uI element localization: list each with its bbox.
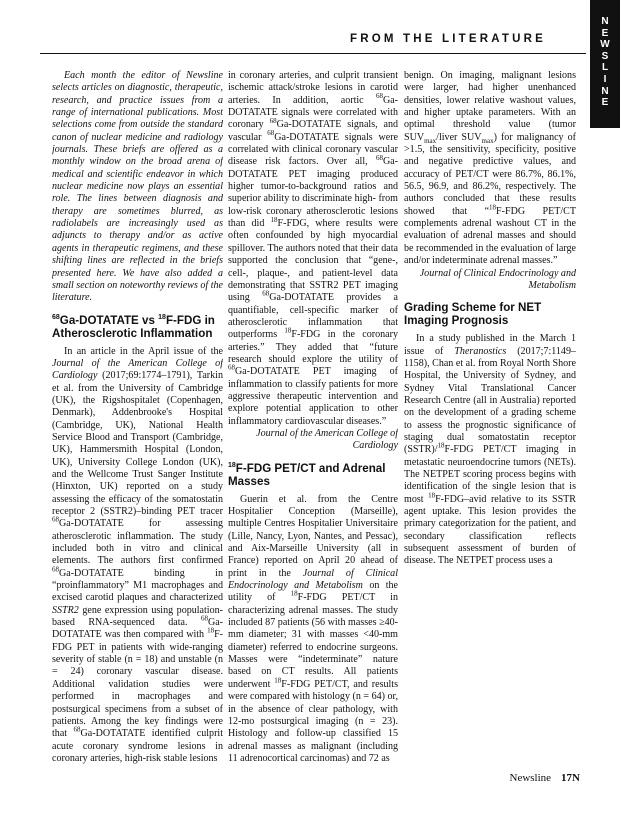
article-1-citation: Journal of the American College of Cardiology <box>256 427 398 452</box>
article-3-body: In a study published in the March 1 issue of Theranostics (2017;7:1149–1158), Chan et al. from Royal North Shore Hospital, the University of Sydney, and Sydney Vital Translational Cancer Research Centre (all in Australia) reported on the development of a grading scheme to assess the prognostic significance of staging dual somatostatin receptor (SSTR)/$^{18}$F-FDG PET/CT imaging in metastatic neuroendocrine tumors (NETs). The NETPET scoring process begins with identification of the single lesion that is most $^{18}$F-FDG–avid relative to its SSTR agent uptake. This lesion provides the primary categorization for the patient, and secondary classification reflects subsequent assessment of burden of disease. The NETPET process uses a <box>404 333 576 567</box>
article-3-title: Grading Scheme for NET Imaging Prognosis <box>404 301 542 328</box>
header-rule <box>40 53 586 54</box>
column-2 <box>228 70 398 770</box>
intro-paragraph: Each month the editor of Newsline selects articles on diagnostic, therapeutic, research, and practice issues from a range of international publications. Most selections come from outside the standard canon of nuclear medicine and radiology journals. These briefs are offered as a monthly window on the broad arena of medical and scientific endeavor in which nuclear medicine now plays an essential role. The lines between diagnosis and therapy are sometimes blurred, as radiolabels are increasingly used as adjuncts to therapy and/or as active agents in therapeutic regimens, and these shifting lines are reflected in the briefs presented here. We have also added a small section on noteworthy reviews of the literature. <box>52 70 223 304</box>
page-footer <box>470 772 580 786</box>
article-1-body: In an article in the April issue of the Journal of the American College of Cardiology (2017;69:1774–1791), Tarkin et al. from the University of Cambridge (UK), the Rigshospitalet (Copenhagen, Denmark), Addenbrooke's Hospital (Cambridge, UK), National Health Service Blood and Transport (Cambridge, UK), Hammersmith Hospital (London, UK), University College London (UK), and the Wellcome Trust Sanger Institute (Hinxton, UK) reported on a study assessing the efficacy of the somatostatin receptor 2 (SSTR2)–binding PET tracer $^{68}$Ga-DOTATATE for assessing atherosclerotic inflammation. The study included both in vitro and clinical elements. The authors first confirmed $^{68}$Ga-DOTATATE binding in “proinflammatory” M1 macrophages and excised carotid plaques and characterized SSTR2 gene expression using population-based RNA-sequenced data. $^{68}$Ga-DOTATATE was then compared with $^{18}$F-FDG PET in patients with wide-ranging severity of stable (n = 18) and unstable (n = 24) coronary vascular disease. Additional validation studies were performed in macrophages and postsurgical specimens from a subset of patients. Among the key findings were that $^{68}$Ga-DOTATATE identified culprit acute coronary syndrome lesions in coronary arteries, high-risk stable lesions <box>52 345 223 764</box>
article-1-body-continued: in coronary arteries, and culprit transient ischemic attack/stroke lesions in carotid arteries. In addition, aortic $^{68}$Ga-DOTATATE signals were correlated with coronary $^{68}$Ga-DOTATATE signals, and vascular $^{68}$Ga-DOTATATE signals were correlated with clinical coronary vascular disease risk factors. Over all, $^{68}$Ga-DOTATATE PET imaging produced higher tumor-to-background ratios and superior ability to discriminate high- from low-risk coronary atherosclerotic lesions than did $^{18}$F-FDG, where results were often confounded by high myocardial spillover. The authors noted that their data supported the conclusion that “gene-, cell-, plaque-, and patient-level data demonstrating that SSTR2 PET imaging using $^{68}$Ga-DOTATATE provides a quantifiable, cell-specific marker of atherosclerotic inflammation that outperforms $^{18}$F-FDG in the coronary arteries.” They added that “future research should explore the utility of $^{68}$Ga-DOTATATE PET imaging of inflammation to classify patients for more aggressive therapeutic intervention and explore potential application to other inflammatory cardiovascular diseases.” <box>228 70 398 427</box>
article-2-body: Guerin et al. from the Centre Hospitalier Conception (Marseille), multiple Centres Hospitalier Universitaire (Lille, Nancy, Lyon, Nantes, and Pessac), and Aix-Marseille University (all in France) reported on April 20 ahead of print in the Journal of Clinical Endocrinology and Metabolism on the utility of $^{18}$F-FDG PET/CT in characterizing adrenal masses. The study included 87 patients (56 with masses ≥40-mm diameter; 31 with masses <40-mm diameter) referred to endocrine surgeons. Masses were “indeterminate” nature based on CT results. All patients underwent $^{18}$F-FDG PET/CT, and results were compared with histology (n = 64) or, in the absence of clear pathology, with 12-mo postsurgical imaging (n = 23). Histology and follow-up classified 15 adrenal masses as malignant (including 11 adrenocortical carcinomas) and 72 as <box>228 493 398 764</box>
section-title: FROM THE LITERATURE <box>350 33 547 45</box>
page-number: 17N <box>561 772 580 784</box>
article-2-title: $^{18}$F-FDG PET/CT and Adrenal Masses <box>228 461 386 488</box>
column-3 <box>404 70 576 770</box>
newsline-side-label: N E W S L I N E <box>600 16 610 109</box>
article-2-body-continued: benign. On imaging, malignant lesions were larger, had higher unenhanced densities, lower relative washout values, and higher uptake parameters. With an optimal threshold value (tumor $SUV_{max}$/liver $SUV_{max}$) for malignancy of >1.5, the sensitivity, specificity, positive and negative predictive values, and accuracy of PET/CT were 86.7%, 86.1%, 56.5, 96.9, and 86.2%, respectively. The authors concluded that these results showed that “$^{18}$F-FDG PET/CT complements adrenal washout CT in the evaluation of adrenal masses and should be recommended in the evaluation of large and/or indeterminate adrenal masses.” <box>404 70 576 267</box>
column-1 <box>52 70 223 770</box>
article-2-citation: Journal of Clinical Endocrinology and Metabolism <box>419 267 576 291</box>
footer-label: Newsline <box>509 772 552 784</box>
article-1-title: $^{68}$Ga-DOTATATE vs $^{18}$F-FDG in Atherosclerotic Inflammation <box>52 313 215 340</box>
